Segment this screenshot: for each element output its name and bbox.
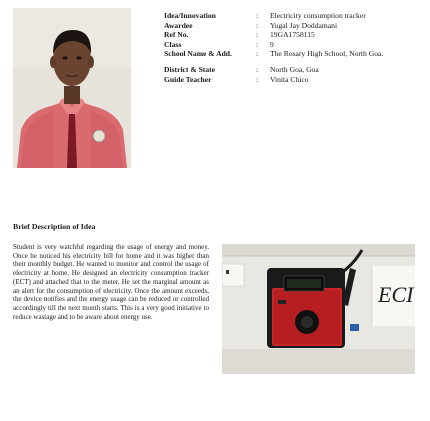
info-row-idea [164,11,420,21]
info-row-school [164,49,420,59]
info-separator: : [256,11,259,20]
info-label: Guide Teacher [164,74,212,84]
info-row-ref-no [164,30,420,40]
project-info-table [164,11,420,84]
info-value: Vinita Chico [270,74,309,84]
info-value: North Goa, Goa [270,64,319,74]
info-separator: : [256,49,259,59]
description-text: Student is very watchful regarding the usage of energy and money. Once he noticed his electricity bill for home and it was higher than their monthly budget. He wanted to monitor and control the usage of electricity at home. He designed an electricity consumption tracker (ECT) and attached that to the meter. He set the marginal amount as an alert for the consumption of electricity. Once the amount exceeds, the device notifies and the energy usage can be reduced or controlled accordingly till the next month starts. This is a very good initiative to reduce wastage and to be aware about energy use. [13,243,209,321]
info-value: Yugal Jay Doddamani [270,20,338,30]
info-row-class [164,40,420,50]
info-separator: : [256,39,259,49]
student-portrait-photo [13,8,131,168]
info-row-awardee [164,21,420,31]
info-value: 9 [270,39,274,49]
device-prototype-photo [222,244,415,374]
info-label: District & State [164,64,216,74]
info-label: Class [164,39,182,49]
info-label: Awardee [164,20,193,30]
info-label: School Name & Add. [164,49,232,59]
description-heading: Brief Description of Idea [13,222,96,231]
info-separator: : [256,64,259,74]
info-separator: : [256,20,259,30]
info-value: The Rosary High School, North Goa. [270,49,384,59]
info-separator: : [256,74,259,84]
info-label: Ref No. [164,30,189,40]
info-label: Idea/Innovation [164,11,216,20]
info-value: 19GA1758115 [270,30,315,40]
info-row-district [164,65,420,75]
info-value: Electricity consumption tracker [270,11,366,20]
info-row-guide-teacher [164,75,420,85]
device-photo-partial-text: ECI [378,282,414,307]
info-separator: : [256,30,259,40]
